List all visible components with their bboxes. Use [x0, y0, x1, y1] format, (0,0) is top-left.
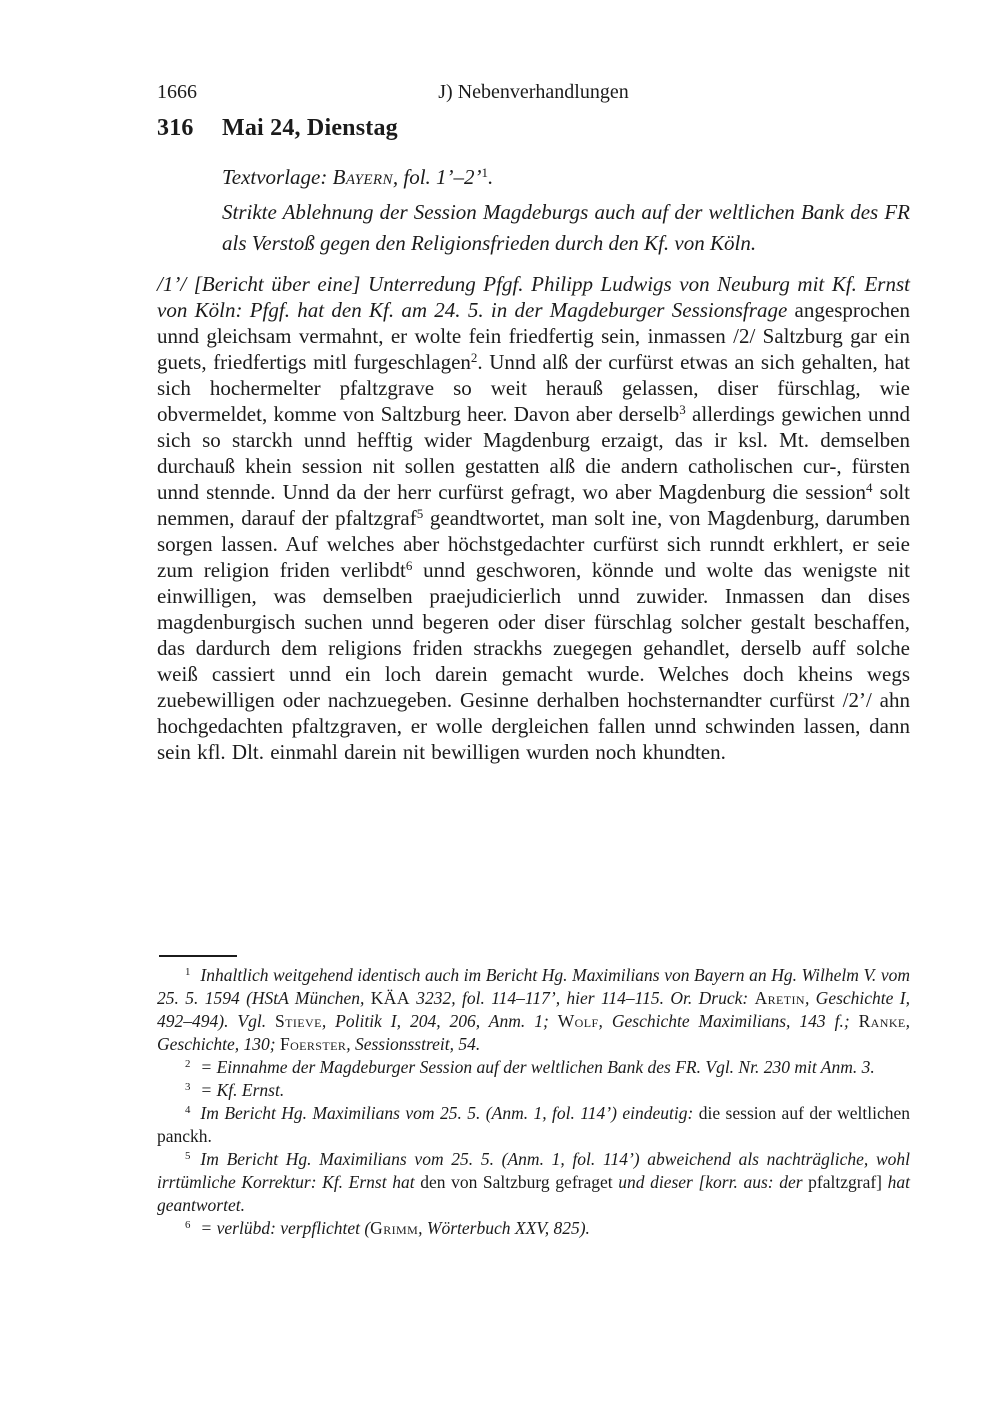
footnote: [157, 1217, 910, 1240]
footnote-text: Im Bericht Hg. Maximilians vom 25. 5. (Anm. 1, fol. 114’) eindeutig: die session auf der weltlichen panckh.: [157, 1103, 910, 1146]
footnote: [157, 1079, 910, 1102]
body-paragraph: /1’/ [Bericht über eine] Unterredung Pfgf. Philipp Ludwigs von Neuburg mit Kf. Ernst von Köln: Pfgf. hat den Kf. am 24. 5. in der Magdeburger Sessionsfrage angesprochen unnd gleichsam vermahnt, er wolte fein friedfertig sein, inmassen /2/ Saltzburg gar ein guets, friedfertigs mitl furgeschlagen$^2$. Unnd alß der curfürst etwas an sich gehalten, hat sich hochermelter pfaltzgrave so weit herauß gelassen, diser fürschlag, wie obvermeldet, komme von Saltzburg heer. Davon aber derselb$^3$ allerdings gewichen unnd sich so starckh unnd hefftig wider Magdenburg erzaigt, das ir ksl. Mt. demselben durchauß khein session nit sollen gestatten alß die andern catholischen cur-, fürsten unnd stennde. Unnd da der herr curfürst gefragt, wo aber Magdenburg die session$^4$ solt nemmen, darauf der pfaltzgraf$^5$ geandtwortet, man solt ine, von Magdenburg, darumben sorgen lassen. Auf welches aber höchstgedachter curfürst sich runndt erkhlert, er seie zum religion friden verlibdt$^6$ unnd geschworen, könnde und wolte das wenigste nit einwilligen, was demselben praejudicierlich unnd zuwider. Inmassen dan dises magdenburgisch suchen unnd begeren oder diser fürschlag solcher gestalt beschaffen, das dardurch dem religions friden strackhs zuegegen gehandlet, derselb auff solche weiß cassiert unnd ein loch darein gemacht wurde. Welches doch kheins wegs zuebewilligen oder nachzuegeben. Gesinne derhalben hochsternandter curfürst /2’/ ahn hochgedachten pfaltzgraven, er wolle dergleichen fallen unnd schwinden lassen, dann sein kfl. Dlt. einmahl darein nit bewilligen wurden noch khundten.: [157, 272, 910, 764]
footnote: [157, 1148, 910, 1217]
footnote-marker: 1: [185, 966, 191, 979]
footnote: [157, 1056, 910, 1079]
footnote-text: = verlübd: verpflichtet (Grimm, Wörterbuch XXV, 825).: [200, 1218, 590, 1238]
footnote-text: = Einnahme der Magdeburger Session auf der weltlichen Bank des FR. Vgl. Nr. 230 mit Anm. 3.: [200, 1057, 875, 1077]
footnote: [157, 964, 910, 1056]
running-header-title: J) Nebenverhandlungen: [438, 81, 629, 103]
footnote-text: Inhaltlich weitgehend identisch auch im Bericht Hg. Maximilians von Bayern an Hg. Wilhelm V. vom 25. 5. 1594 (HStA München, KÄA 3232, fol. 114–117’, hier 114–115. Or. Druck: Aretin, Geschichte I, 492–494). Vgl. Stieve, Politik I, 204, 206, Anm. 1; Wolf, Geschichte Maximilians, 143 f.; Ranke, Geschichte, 130; Foerster, Sessionsstreit, 54.: [157, 965, 910, 1054]
footnotes-section: [157, 955, 910, 1240]
entry-number: 316: [157, 115, 194, 141]
page-number: 1666: [157, 81, 197, 103]
footnote: [157, 1102, 910, 1148]
footnote-text: Im Bericht Hg. Maximilians vom 25. 5. (Anm. 1, fol. 114’) abweichend als nachträgliche, wohl irrtümliche Korrektur: Kf. Ernst hat den von Saltzburg gefraget und dieser [korr. aus: der pfaltzgraf] hat geantwortet.: [157, 1149, 910, 1215]
footnote-marker: 2: [185, 1058, 191, 1071]
entry-heading: [157, 114, 910, 142]
footnote-marker: 5: [185, 1150, 191, 1163]
textvorlage-line: Textvorlage: Bayern, fol. 1’–2’$^1$.: [222, 164, 494, 189]
footnote-marker: 6: [185, 1219, 191, 1232]
footnote-separator: [159, 955, 237, 957]
footnote-marker: 4: [185, 1104, 191, 1117]
entry-date: Mai 24, Dienstag: [222, 115, 398, 141]
regest-text: Strikte Ablehnung der Session Magdeburgs auch auf der weltlichen Bank des FR als Verstoß gegen den Religionsfrieden durch den Kf. von Köln.: [222, 200, 910, 255]
footnote-text: = Kf. Ernst.: [200, 1080, 285, 1100]
footnote-marker: 3: [185, 1081, 191, 1094]
